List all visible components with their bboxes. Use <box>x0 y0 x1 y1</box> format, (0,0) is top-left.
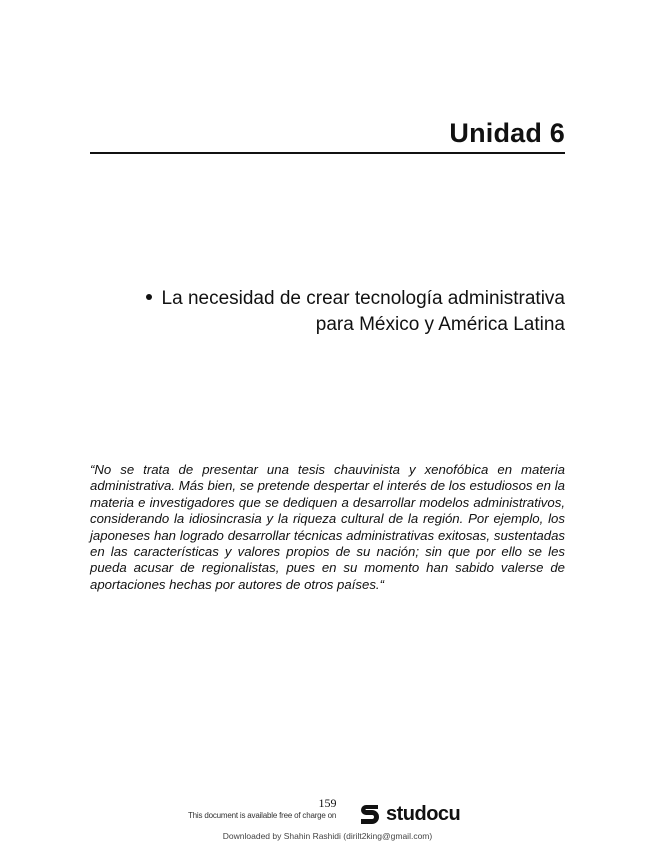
title-rule <box>90 152 565 154</box>
page-number: 159 <box>318 796 337 810</box>
unit-title: Unidad 6 <box>449 118 565 148</box>
epigraph-quote: “No se trata de presentar una tesis chauvinista y xenofóbica en materia administrativa. Más bien, se pretende despertar el interés de los estudiosos en la materia e investigadores que se dediquen a desarrollar modelos administrativos, considerando la idiosincrasia y la riqueza cultural de la región. Por ejemplo, los japoneses han logrado desarrollar técnicas administrativas exitosas, sustentadas en las características y valores propios de su nación; sin que por ello se les pueda acusar de regionalistas, pues en su momento han sabido valerse de aportaciones hechas por autores de otros países.“ <box>90 462 565 592</box>
topic-line-2: para México y América Latina <box>315 314 565 335</box>
topic-bullet <box>125 286 565 338</box>
download-note: Downloaded by Shahin Rashidi (dirilt2king@gmail.com) <box>222 831 433 841</box>
studocu-wordmark: studocu <box>386 802 461 825</box>
availability-note: This document is available free of charge on <box>188 811 337 820</box>
studocu-logo-icon <box>358 801 382 827</box>
topic-line-1: La necesidad de crear tecnología administrativa <box>161 288 565 309</box>
studocu-logo[interactable] <box>358 801 460 827</box>
bullet-dot-icon <box>146 294 152 300</box>
